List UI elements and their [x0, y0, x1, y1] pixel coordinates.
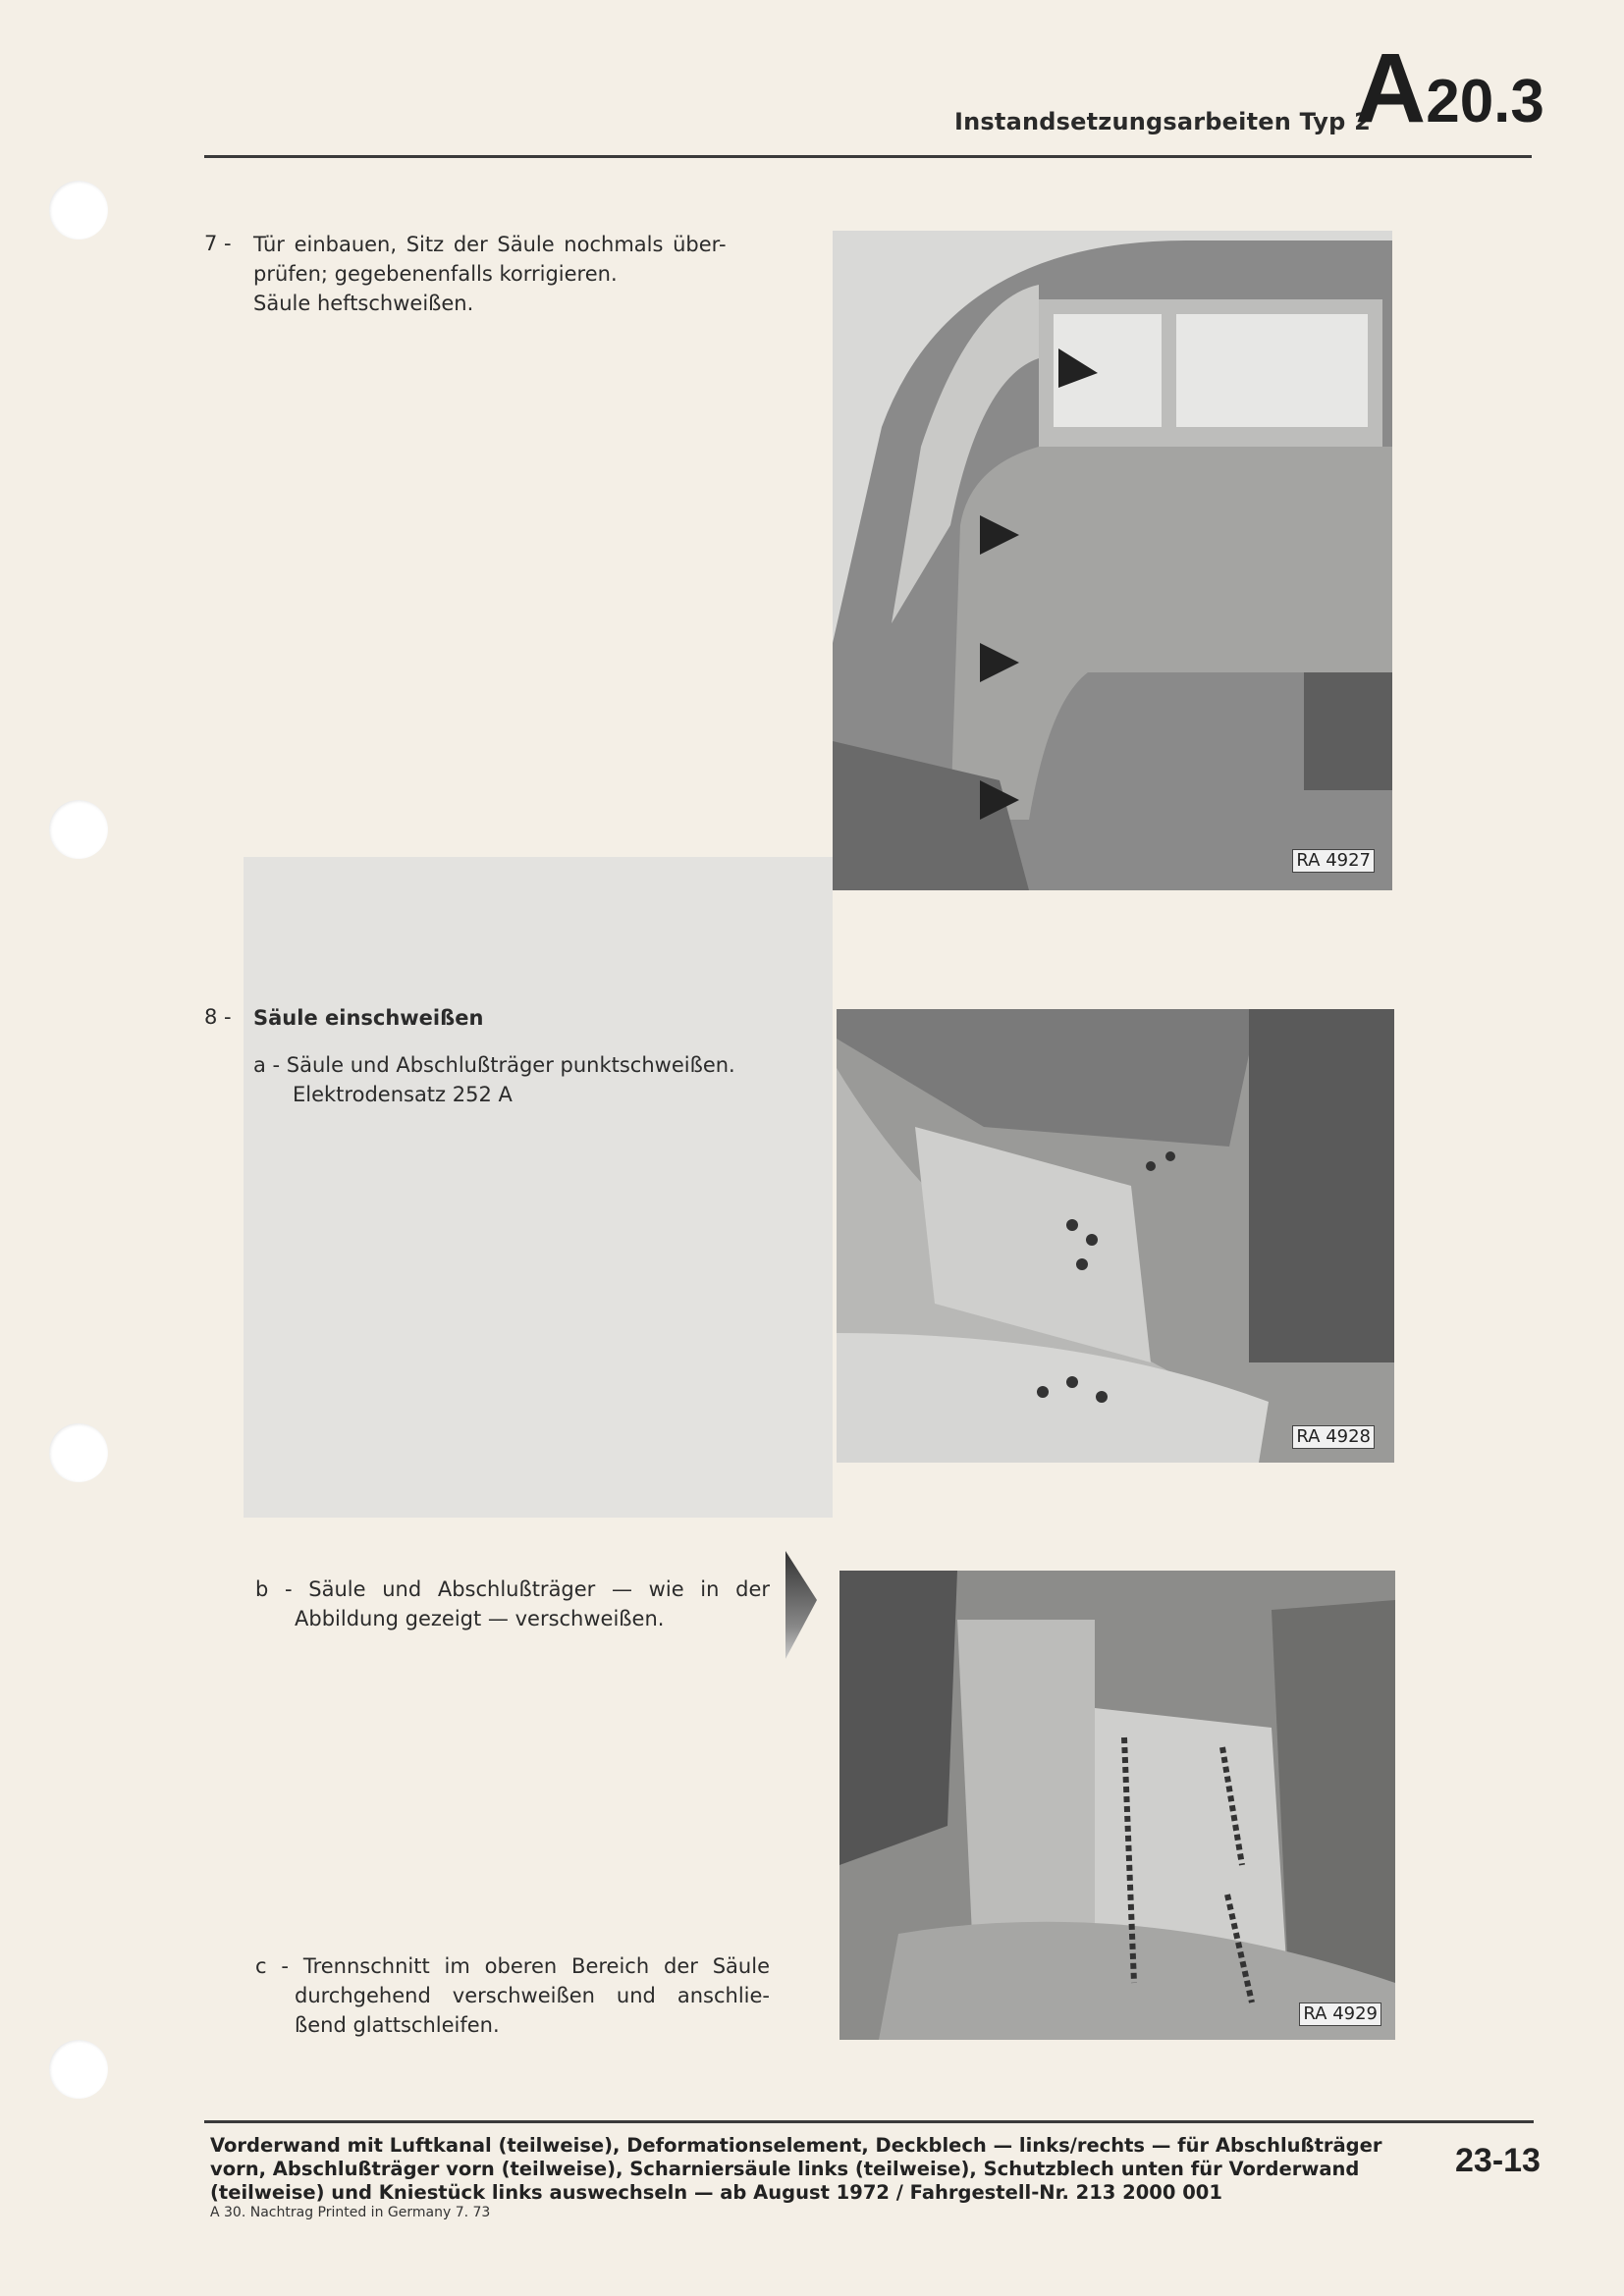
punch-hole-1 [49, 181, 108, 240]
pointer-arrow-icon [784, 1551, 819, 1659]
step-7-text [253, 230, 784, 318]
photo-label-ra4927: RA 4927 [1292, 849, 1375, 873]
step-7-number: 7 - [204, 232, 232, 255]
punch-hole-3 [49, 1423, 108, 1482]
punch-hole-4 [49, 2040, 108, 2099]
step-7-line-1: Tür einbauen, Sitz der Säule nochmals über- [253, 233, 727, 256]
step-8b-text [255, 1575, 770, 1633]
photo-door-pillar [833, 231, 1392, 890]
photo-spot-welds [837, 1009, 1394, 1463]
footer-title [210, 2134, 1408, 2205]
step-7-line-2: prüfen; gegebenenfalls korrigieren. [253, 262, 618, 286]
footer-edition: A 30. Nachtrag Printed in Germany 7. 73 [210, 2205, 491, 2220]
step-8-title: Säule einschweißen [253, 1006, 484, 1030]
step-8a-line-1: a - Säule und Abschlußträger punktschweißen. [253, 1053, 735, 1077]
footer-title-line-2: vorn, Abschlußträger vorn (teilweise), Scharniersäule links (teilweise), Schutzblech unten für Vorderwand [210, 2158, 1360, 2180]
background-panel [244, 857, 833, 1518]
footer-title-line-3: (teilweise) und Kniestück links auswechseln — ab August 1972 / Fahrgestell-Nr. 213 2000 001 [210, 2181, 1222, 2204]
header-subtitle: Instandsetzungsarbeiten Typ 2 [954, 108, 1371, 135]
photo-label-ra4929: RA 4929 [1299, 2002, 1381, 2026]
step-8b-line-2: Abbildung gezeigt — verschweißen. [295, 1607, 665, 1630]
step-8a-line-2: Elektrodensatz 252 A [293, 1083, 513, 1106]
photo-label-ra4928: RA 4928 [1292, 1425, 1375, 1449]
photo-seam-welds [839, 1571, 1395, 2040]
section-code-number: 20.3 [1426, 68, 1544, 135]
step-8b-line-1: b - Säule und Abschlußträger — wie in der [255, 1577, 770, 1601]
step-8c-line-2: durchgehend verschweißen und anschlie- [295, 1984, 770, 2007]
step-7-line-3: Säule heftschweißen. [253, 292, 474, 315]
seam-welds-illustration [839, 1571, 1395, 2040]
section-code-letter: A [1355, 33, 1427, 143]
step-8c-line-3: ßend glattschleifen. [295, 2013, 500, 2037]
door-pillar-illustration [833, 231, 1392, 890]
footer-title-line-1: Vorderwand mit Luftkanal (teilweise), Deformationselement, Deckblech — links/rechts — für Abschlußträger [210, 2134, 1382, 2157]
step-8c-line-1: c - Trennschnitt im oberen Bereich der Säule [255, 1954, 770, 1978]
punch-hole-2 [49, 800, 108, 859]
step-8a-text [253, 1050, 784, 1109]
page-number: 23-13 [1455, 2142, 1541, 2179]
footer-rule [204, 2120, 1534, 2123]
spot-welds-illustration [837, 1009, 1394, 1463]
step-8c-text [255, 1951, 770, 2040]
header-rule [204, 155, 1532, 158]
section-code [1355, 33, 1544, 143]
step-8-number: 8 - [204, 1005, 232, 1029]
